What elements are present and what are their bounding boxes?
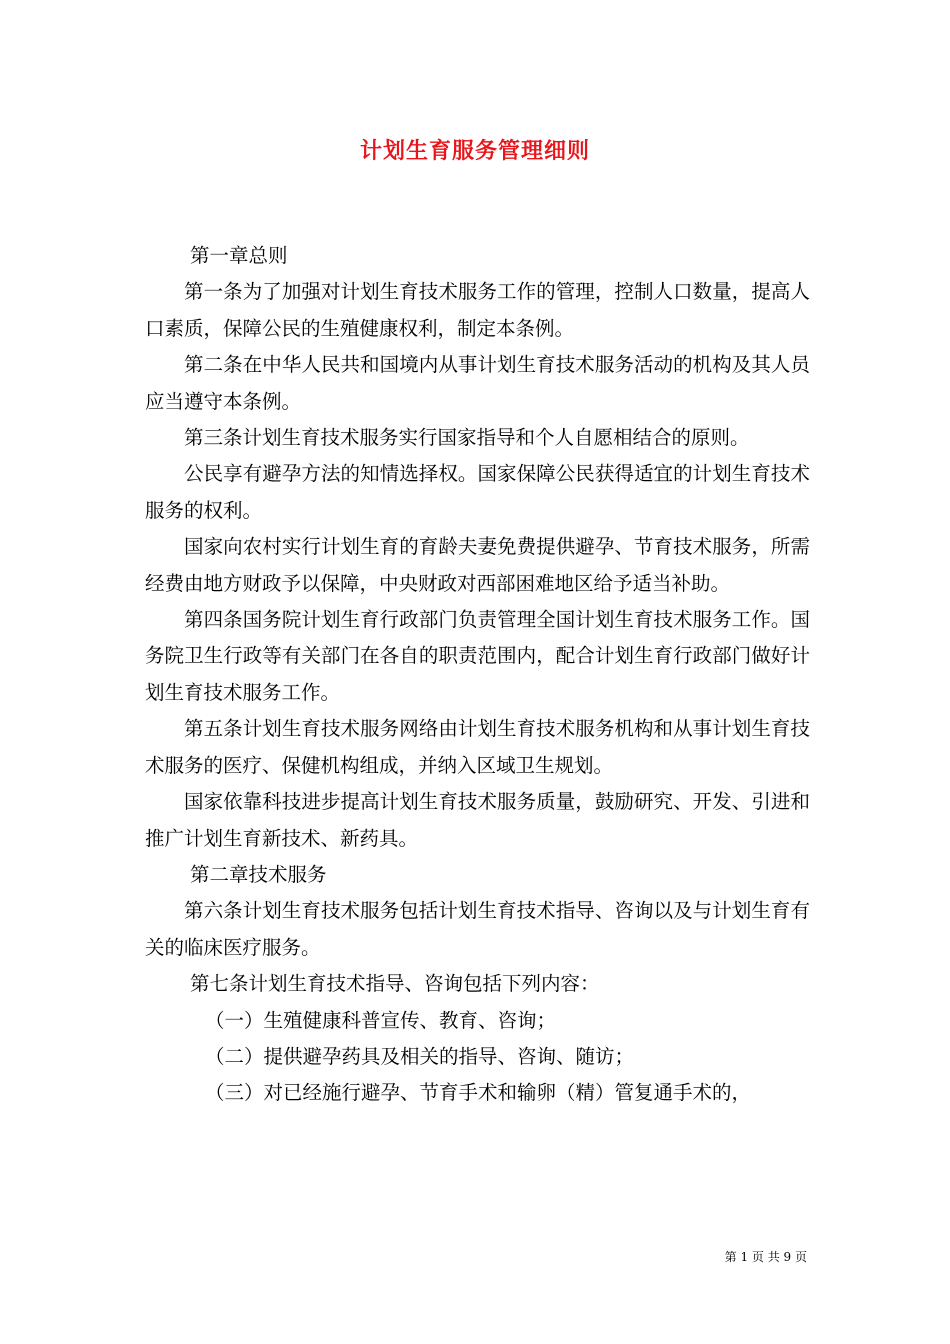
paragraph: 第七条计划生育技术指导、咨询包括下列内容：: [190, 972, 600, 996]
paragraph: 公民享有避孕方法的知情选择权。国家保障公民获得适宜的计划生育技术服务的权利。: [145, 462, 810, 522]
list-item: （二）提供避孕药具及相关的指导、咨询、随访；: [205, 1044, 635, 1068]
paragraph: 第三条计划生育技术服务实行国家指导和个人自愿相结合的原则。: [184, 426, 750, 450]
paragraph: 第四条国务院计划生育行政部门负责管理全国计划生育技术服务工作。国务院卫生行政等有关部门在各自的职责范围内，配合计划生育行政部门做好计划生育技术服务工作。: [145, 608, 810, 704]
paragraph: 国家向农村实行计划生育的育龄夫妻免费提供避孕、节育技术服务，所需经费由地方财政予以保障，中央财政对西部困难地区给予适当补助。: [145, 535, 810, 595]
paragraph: 国家依靠科技进步提高计划生育技术服务质量，鼓励研究、开发、引进和推广计划生育新技术、新药具。: [145, 790, 810, 850]
paragraph: 第一条为了加强对计划生育技术服务工作的管理，控制人口数量，提高人口素质，保障公民的生殖健康权利，制定本条例。: [145, 280, 810, 340]
document-body: [145, 238, 810, 1112]
document-title: 计划生育服务管理细则: [359, 138, 590, 164]
list-item: （三）对已经施行避孕、节育手术和输卵（精）管复通手术的，: [205, 1081, 752, 1105]
paragraph: 第二条在中华人民共和国境内从事计划生育技术服务活动的机构及其人员应当遵守本条例。: [145, 353, 810, 413]
chapter-heading: 第一章总则: [190, 244, 288, 267]
paragraph: 第六条计划生育技术服务包括计划生育技术指导、咨询以及与计划生育有关的临床医疗服务。: [145, 899, 810, 959]
chapter-heading: 第二章技术服务: [190, 862, 327, 886]
list-item: （一）生殖健康科普宣传、教育、咨询；: [205, 1008, 557, 1032]
page-number: 第 1 页 共 9 页: [724, 1250, 807, 1264]
paragraph: 第五条计划生育技术服务网络由计划生育技术服务机构和从事计划生育技术服务的医疗、保健机构组成，并纳入区域卫生规划。: [145, 717, 810, 777]
